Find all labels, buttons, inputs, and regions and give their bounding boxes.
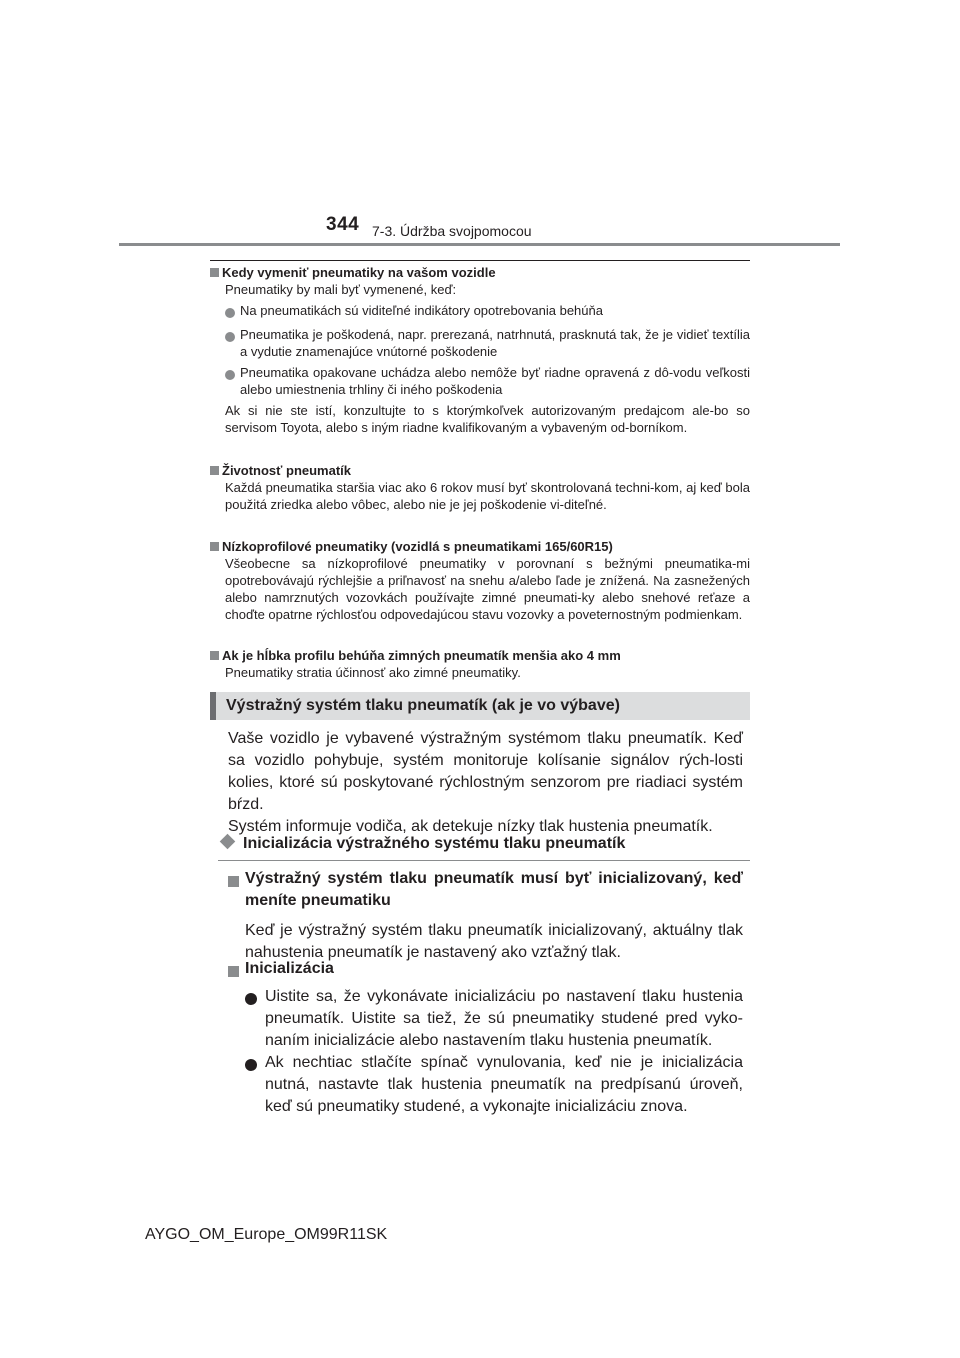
item-title: Inicializácia: [245, 960, 334, 977]
init-item-initialization: [228, 958, 743, 1118]
bullet-dot-icon: [245, 1059, 257, 1071]
note-title: Ak je hĺbka profilu behúňa zimných pneumatík menšia ako 4 mm: [222, 648, 621, 663]
tpws-intro: [228, 728, 743, 838]
note-title: Životnosť pneumatík: [222, 463, 352, 478]
list-item: [210, 326, 750, 360]
bullet-text: Ak nechtiac stlačíte spínač vynulovania, keď nie je inicializácia nutná, nastavte tlak hustenia pneumatík na predpísanú úroveň, keď sú pneumatiky studené, a vykonajte inicializáciu znova.: [265, 1054, 743, 1115]
item-heading: [228, 868, 743, 912]
list-item: [210, 364, 750, 398]
bullet-dot-icon: [225, 332, 235, 342]
note-title: Nízkoprofilové pneumatiky (vozidlá s pneumatikami 165/60R15): [222, 539, 613, 554]
bullet-dot-icon: [245, 993, 257, 1005]
note-title: Kedy vymeniť pneumatiky na vašom vozidle: [222, 265, 496, 280]
note-low-profile-tires: [210, 538, 750, 623]
init-item-must-initialize: [228, 868, 743, 964]
note-outro: Ak si nie ste istí, konzultujte to s ktorýmkoľvek autorizovaným predajcom ale-bo so servisom Toyota, alebo s iným riadne kvalifikovaným a vybaveným od-borníkom.: [225, 403, 750, 435]
square-bullet-icon: [210, 268, 219, 277]
init-heading-text: Inicializácia výstražného systému tlaku pneumatík: [243, 835, 626, 852]
square-bullet-icon: [228, 876, 239, 887]
tpws-intro-paragraph: Vaše vozidlo je vybavené výstražným systémom tlaku pneumatík. Keď sa vozidlo pohybuje, systém monitoruje kolísanie signálov rých-losti kolies, ktoré sú poskytované rýchlostným senzorom pre riadiaci systém bŕzd.: [228, 730, 743, 813]
bullet-text: Pneumatika je poškodená, napr. prerezaná, natrhnutá, prasknutá tak, že je vidieť textília a vydutie znamenajúce vnútorné poškodenie: [240, 327, 750, 359]
page-header: [0, 0, 960, 260]
bullet-text: Na pneumatikách sú viditeľné indikátory opotrebovania behúňa: [240, 303, 603, 318]
item-title: Výstražný systém tlaku pneumatík musí byť inicializovaný, keď meníte pneumatiku: [245, 870, 743, 909]
square-bullet-icon: [210, 466, 219, 475]
page-number: 344: [326, 214, 360, 235]
item-body: Keď je výstražný systém tlaku pneumatík inicializovaný, aktuálny tlak nahustenia pneumatík je nastavený ako vzťažný tlak.: [245, 922, 743, 961]
square-bullet-icon: [210, 542, 219, 551]
page-footer: AYGO_OM_Europe_OM99R11SK: [145, 1226, 388, 1243]
note-body: Všeobecne sa nízkoprofilové pneumatiky v porovnaní s bežnými pneumatika-mi opotrebovávajú rýchlejšie a priľnavosť na snehu a/alebo ľade je znížená. Na zasnežených alebo namrznutých vozovkách používajte zimné pneumati-ky alebo snehové reťaze a choďte opatrne rýchlosťou odpovedajúcou stavu vozovky a poveternostným podmienkam.: [225, 556, 750, 622]
note-body: Každá pneumatika staršia viac ako 6 rokov musí byť skontrolovaná techni-kom, aj keď bola použitá zriedka alebo vôbec, alebo nie je jej poškodenie vi-diteľné.: [225, 480, 750, 512]
note-tire-replacement: [210, 264, 750, 436]
bullet-text: Pneumatika opakovane uchádza alebo nemôže byť riadne opravená z dô-vodu veľkosti alebo umiestnenia trhliny či iného poškodenia: [240, 365, 750, 397]
header-rule: [119, 243, 840, 246]
section-title: 7-3. Údržba svojpomocou: [372, 223, 532, 239]
list-item: [245, 986, 743, 1052]
square-bullet-icon: [210, 651, 219, 660]
list-item: [210, 302, 750, 322]
section-box-title: Výstražný systém tlaku pneumatík (ak je vo výbave): [210, 692, 750, 720]
bullet-dot-icon: [225, 370, 235, 380]
square-bullet-icon: [228, 966, 239, 977]
item-heading: [228, 958, 743, 984]
note-body: Pneumatiky stratia účinnosť ako zimné pneumatiky.: [225, 665, 521, 680]
init-heading: [218, 835, 750, 853]
note-tire-lifetime: [210, 462, 750, 513]
bullet-dot-icon: [225, 308, 235, 318]
tpws-intro-paragraph-2: Systém informuje vodiča, ak detekuje nízky tlak hustenia pneumatík.: [228, 818, 713, 835]
note-intro: Pneumatiky by mali byť vymenené, keď:: [225, 282, 457, 297]
note-winter-tread-depth: [210, 647, 750, 681]
diamond-bullet-icon: [220, 834, 236, 850]
notes-top-rule: [210, 260, 750, 261]
list-item: [245, 1052, 743, 1118]
bullet-text: Uistite sa, že vykonávate inicializáciu po nastavení tlaku hustenia pneumatík. Uistite sa tiež, že sú pneumatiky studené pred vyko-naním inicializácie alebo nastavením tlaku hustenia pneumatík.: [265, 988, 743, 1049]
init-heading-rule: [218, 860, 750, 861]
